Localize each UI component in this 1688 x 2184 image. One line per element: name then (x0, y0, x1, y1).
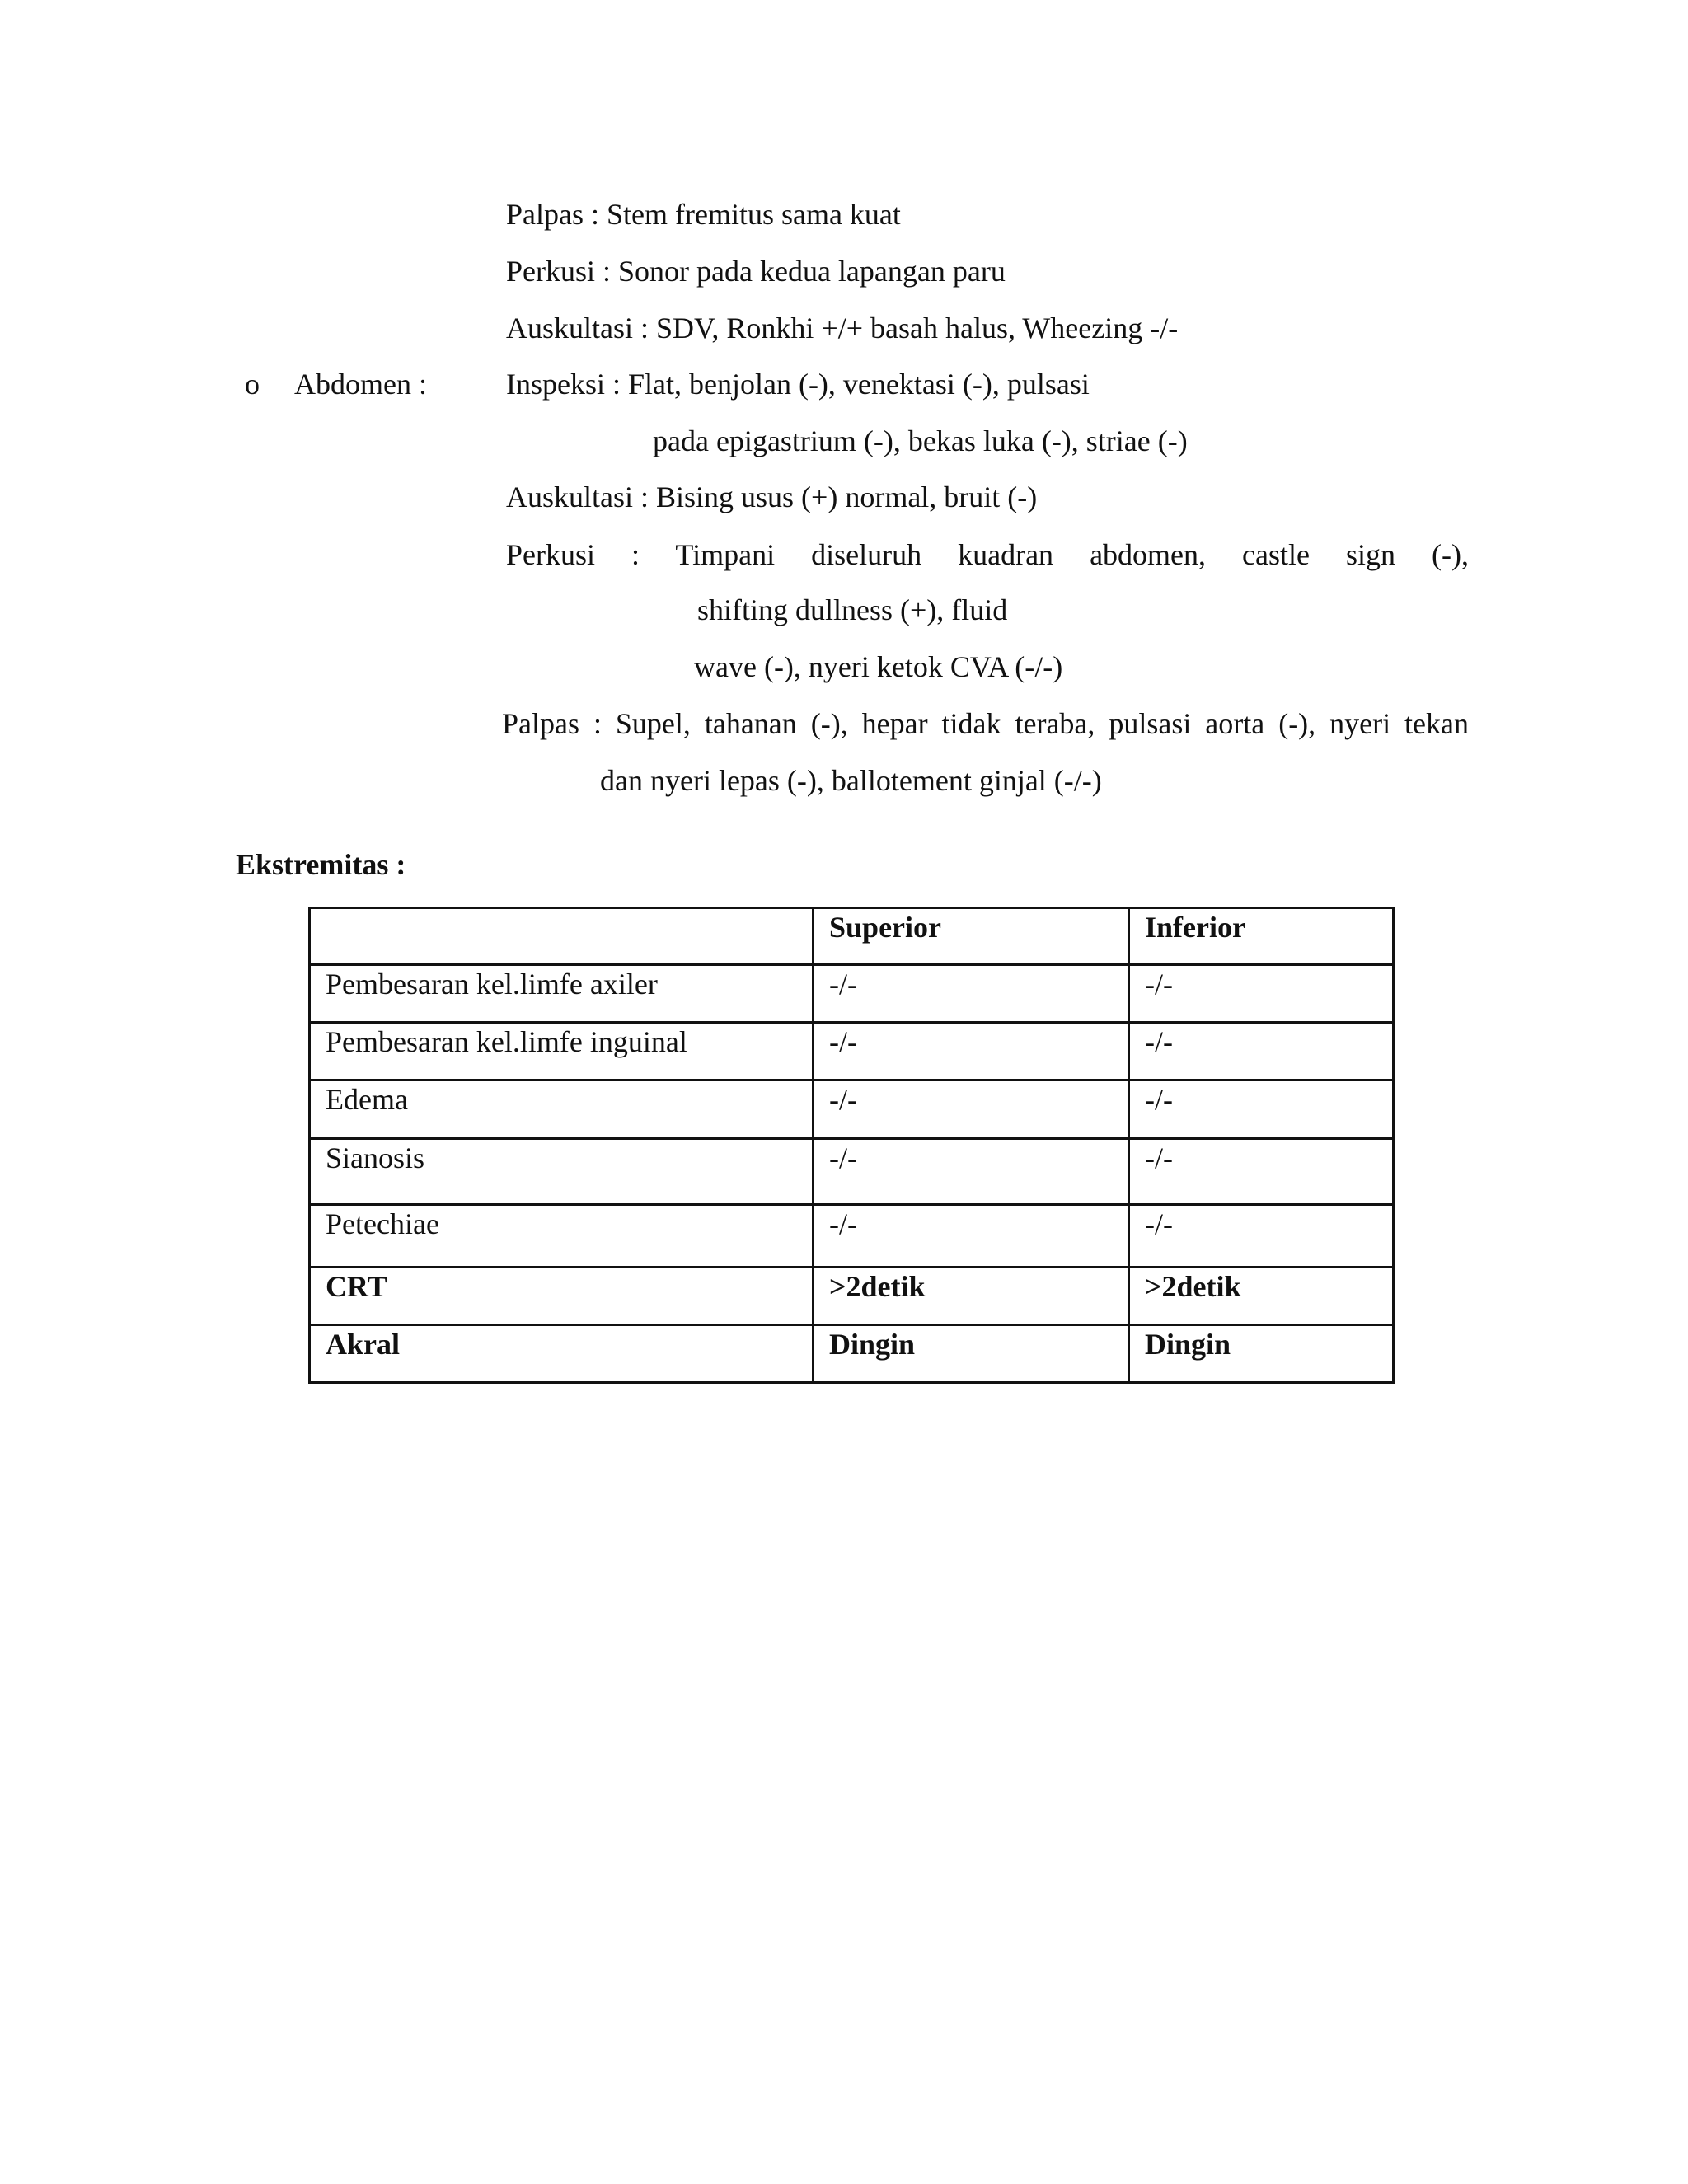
ekstremitas-heading: Ekstremitas : (236, 848, 406, 881)
row-superior: -/- (814, 1205, 1129, 1268)
row-label: Pembesaran kel.limfe axiler (310, 965, 814, 1023)
abdomen-palpas-line-1: Palpas : Supel, tahanan (-), hepar tidak teraba, pulsasi aorta (-), nyeri tekan (502, 707, 1469, 740)
abdomen-inspeksi-line-2: pada epigastrium (-), bekas luka (-), striae (-) (653, 424, 1188, 457)
row-label: Akral (310, 1325, 814, 1383)
table-row (310, 1080, 1394, 1139)
table-row (310, 1268, 1394, 1325)
row-inferior: -/- (1129, 965, 1394, 1023)
table-header-cell-empty (310, 908, 814, 965)
row-inferior: -/- (1129, 1205, 1394, 1268)
thorax-perkusi-line: Perkusi : Sonor pada kedua lapangan paru (506, 255, 1006, 288)
table-row (310, 1325, 1394, 1383)
thorax-auskultasi-line: Auskultasi : SDV, Ronkhi +/+ basah halus, Wheezing -/- (506, 312, 1179, 344)
abdomen-auskultasi-line: Auskultasi : Bising usus (+) normal, bruit (-) (506, 480, 1038, 513)
row-label: CRT (310, 1268, 814, 1325)
row-superior: Dingin (814, 1325, 1129, 1383)
row-superior: -/- (814, 965, 1129, 1023)
abdomen-label: Abdomen : (294, 368, 427, 401)
row-label: Pembesaran kel.limfe inguinal (310, 1023, 814, 1080)
table-row (310, 1205, 1394, 1268)
table-row (310, 1023, 1394, 1080)
row-inferior: >2detik (1129, 1268, 1394, 1325)
row-label: Edema (310, 1080, 814, 1139)
table-header-inferior: Inferior (1129, 908, 1394, 965)
abdomen-perkusi-line-3: wave (-), nyeri ketok CVA (-/-) (694, 650, 1063, 683)
row-label: Sianosis (310, 1139, 814, 1205)
table-row (310, 965, 1394, 1023)
abdomen-perkusi-line-2: shifting dullness (+), fluid (697, 593, 1008, 626)
abdomen-palpas-line-2: dan nyeri lepas (-), ballotement ginjal (-/-) (600, 764, 1102, 797)
row-inferior: -/- (1129, 1080, 1394, 1139)
table-header-superior: Superior (814, 908, 1129, 965)
abdomen-bullet: o (245, 368, 260, 401)
abdomen-perkusi-line-1: Perkusi : Timpani diseluruh kuadran abdomen, castle sign (-), (506, 538, 1469, 571)
ekstremitas-table (308, 907, 1395, 1384)
row-label: Petechiae (310, 1205, 814, 1268)
row-superior: -/- (814, 1023, 1129, 1080)
row-inferior: -/- (1129, 1139, 1394, 1205)
table-header-row (310, 908, 1394, 965)
row-superior: -/- (814, 1080, 1129, 1139)
thorax-palpas-line: Palpas : Stem fremitus sama kuat (506, 198, 901, 231)
abdomen-inspeksi-line-1: Inspeksi : Flat, benjolan (-), venektasi (-), pulsasi (506, 368, 1090, 401)
row-inferior: Dingin (1129, 1325, 1394, 1383)
table-row (310, 1139, 1394, 1205)
row-superior: -/- (814, 1139, 1129, 1205)
row-inferior: -/- (1129, 1023, 1394, 1080)
row-superior: >2detik (814, 1268, 1129, 1325)
